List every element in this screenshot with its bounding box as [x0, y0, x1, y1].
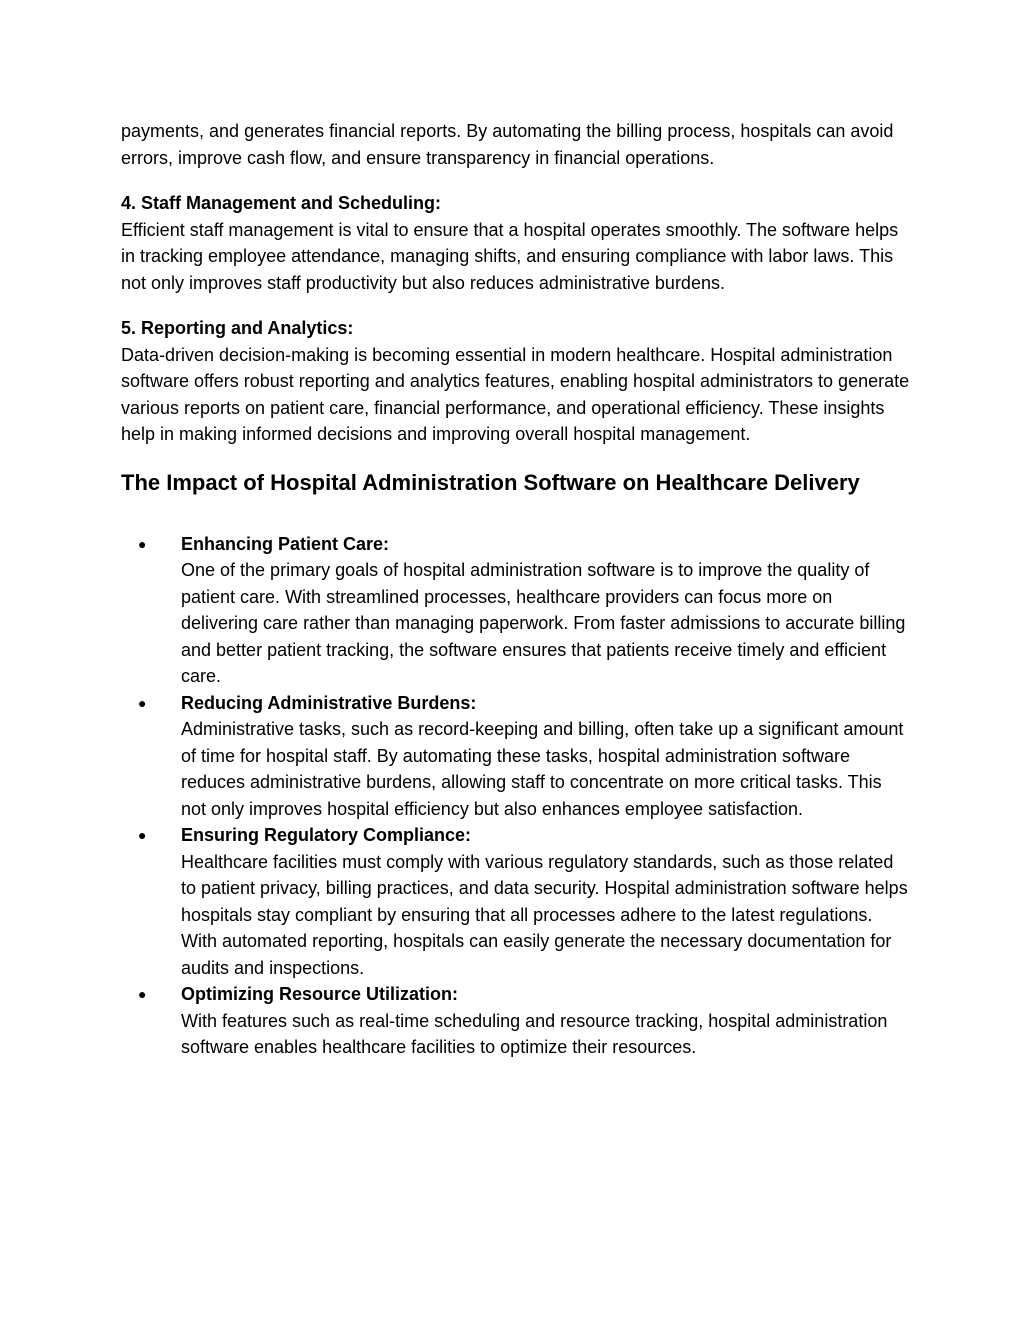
- section-body: Efficient staff management is vital to ensure that a hospital operates smoothly. The software helps in tracking employee attendance, managing shifts, and ensuring compliance with labor laws. This not only improves staff productivity but also reduces administrative burdens.: [121, 219, 899, 293]
- section-title: 4. Staff Management and Scheduling:: [121, 193, 442, 213]
- list-item-title: Reducing Administrative Burdens:: [181, 692, 477, 713]
- list-item-title: Ensuring Regulatory Compliance:: [181, 825, 472, 845]
- list-item: [121, 531, 911, 690]
- impact-list: [121, 531, 911, 1061]
- section-staff-management: [121, 190, 911, 296]
- bullet-icon: ●: [138, 986, 147, 1002]
- bullet-icon: ●: [138, 827, 147, 843]
- section-body: Data-driven decision-making is becoming essential in modern healthcare. Hospital administration software offers robust reporting and analytics features, enabling hospital administrators to generate various reports on patient care, financial performance, and operational efficiency. These insights help in making informed decisions and improving overall hospital management.: [121, 344, 910, 444]
- impact-heading: The Impact of Hospital Administration Software on Healthcare Delivery: [121, 469, 860, 495]
- document-page: [121, 118, 911, 1061]
- list-item-title: Optimizing Resource Utilization:: [181, 984, 459, 1004]
- bullet-icon: ●: [138, 535, 147, 552]
- list-item-body: Administrative tasks, such as record-keeping and billing, often take up a significant amount of time for hospital staff. By automating these tasks, hospital administration software reduces administrative burdens, allowing staff to concentrate on more critical tasks. This not only improves hospital efficiency but also enhances employee satisfaction.: [181, 719, 904, 819]
- bullet-icon: ●: [138, 694, 147, 711]
- section-reporting-analytics: [121, 315, 911, 448]
- list-item: [121, 822, 911, 981]
- section-title: 5. Reporting and Analytics:: [121, 318, 354, 338]
- list-item-title: Enhancing Patient Care:: [181, 533, 390, 554]
- list-item-body: With features such as real-time scheduling and resource tracking, hospital administration software enables healthcare facilities to optimize their resources.: [181, 1010, 888, 1057]
- intro-paragraph: payments, and generates financial reports. By automating the billing process, hospitals can avoid errors, improve cash flow, and ensure transparency in financial operations.: [121, 121, 894, 168]
- list-item-body: Healthcare facilities must comply with various regulatory standards, such as those related to patient privacy, billing practices, and data security. Hospital administration software helps hospitals stay compliant by ensuring that all processes adhere to the latest regulations. With automated reporting, hospitals can easily generate the necessary documentation for audits and inspections.: [181, 851, 908, 978]
- list-item: [121, 690, 911, 823]
- list-item: [121, 981, 911, 1061]
- list-item-body: One of the primary goals of hospital administration software is to improve the quality of patient care. With streamlined processes, healthcare providers can focus more on delivering care rather than managing paperwork. From faster admissions to accurate billing and better patient tracking, the software ensures that patients receive timely and efficient care.: [181, 560, 906, 686]
